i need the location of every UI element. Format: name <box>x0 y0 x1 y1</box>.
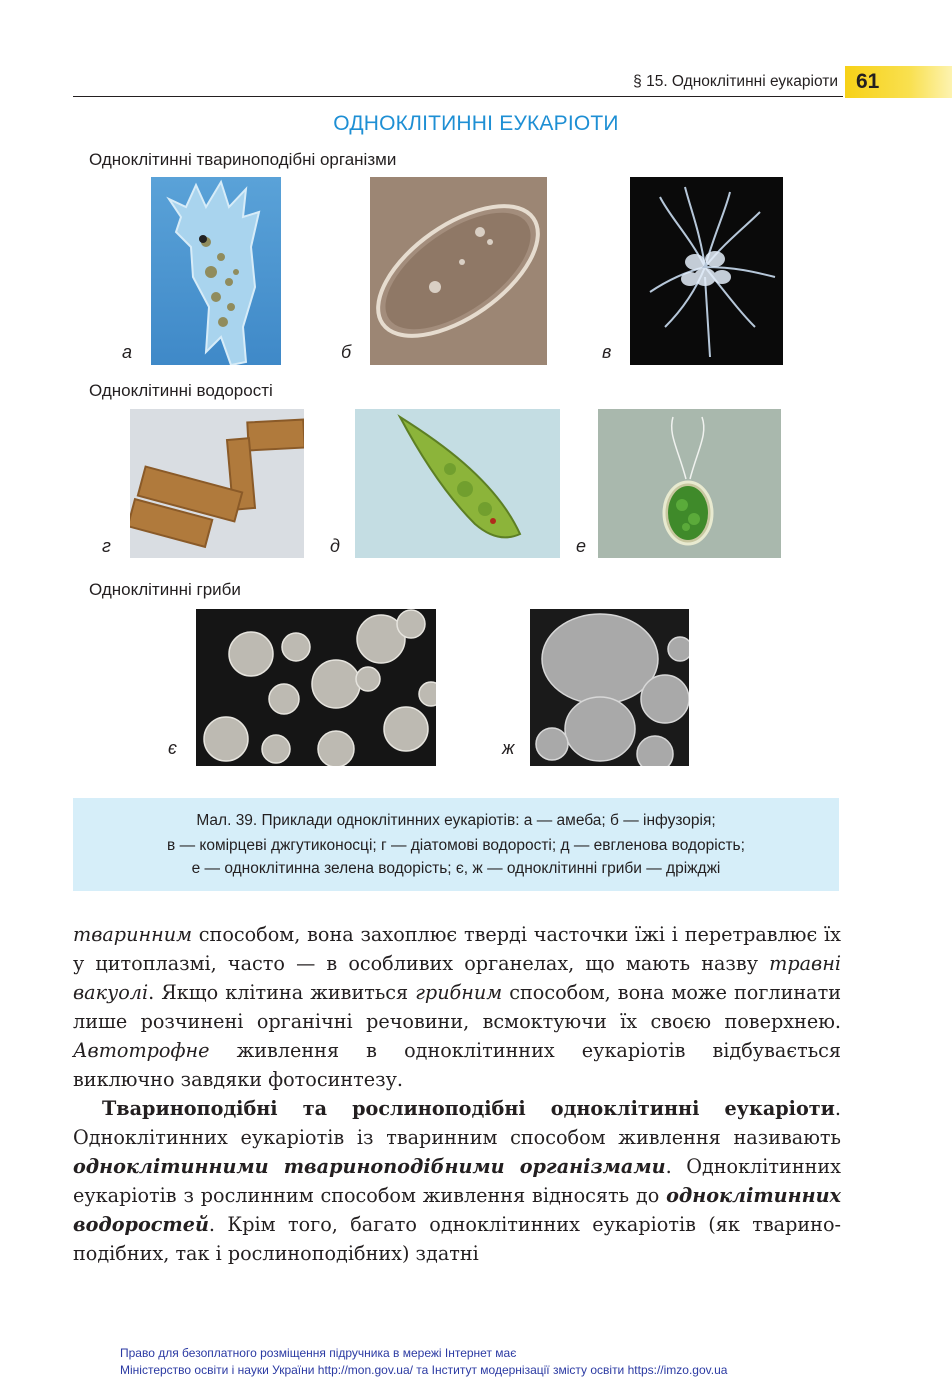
label-v: в <box>602 342 612 362</box>
section-heading-fungi: Одноклітинні гриби <box>89 580 241 599</box>
body-text <box>73 920 841 1268</box>
yeast-photo-1 <box>196 609 436 766</box>
text-run: живлення в одноклітинних еукаріотів відбувається виключно завдяки фотосинтезу. <box>73 1039 841 1091</box>
diatoms-photo <box>130 409 304 558</box>
label-b: б <box>341 342 352 362</box>
term-animal-nutrition: тваринним <box>73 923 192 946</box>
term-animal-like-organisms: одноклітинними твариноподібними організмами <box>73 1155 666 1178</box>
term-food-vacuoles: травні вакуолі <box>73 952 841 1004</box>
label-d: д <box>330 536 340 556</box>
text-run: способом, вона захоплює тверді часточки їжі і перетравлює їх у цитоплазмі, часто — в особливих органелах, що мають назву <box>73 923 841 975</box>
text-run: . Одноклітинних еукаріотів із тваринним способом живлення називають <box>73 1097 841 1149</box>
term-fungal-nutrition: грибним <box>415 981 503 1004</box>
section-heading-algae: Одноклітинні водорості <box>89 381 273 400</box>
caption-line-3: е — одноклітинна зелена водорість; є, ж — одноклітинні гриби — дріжджі <box>191 860 721 877</box>
paragraph-2 <box>73 1094 841 1268</box>
label-a: а <box>122 342 133 362</box>
text-run: . Якщо клітина живиться <box>148 981 416 1004</box>
paragraph-heading: Твариноподібні та рослиноподібні одноклітинні еукаріоти <box>102 1097 835 1120</box>
page-number: 61 <box>856 70 880 93</box>
figure-caption <box>73 798 839 891</box>
running-header: § 15. Одноклітинні еукаріоти <box>633 73 838 90</box>
label-ye: є <box>168 738 177 758</box>
term-unicellular-algae: одноклітинних водоростей <box>73 1184 841 1236</box>
green-alga-photo <box>598 409 781 558</box>
label-g: г <box>102 536 111 556</box>
figure-title: ОДНОКЛІТИННІ ЕУКАРІОТИ <box>333 112 619 135</box>
amoeba-photo <box>151 177 281 365</box>
section-heading-animal: Одноклітинні твариноподібні організми <box>89 150 397 169</box>
term-autotrophic: Автотрофне <box>73 1039 210 1062</box>
header-rule <box>73 96 843 97</box>
euglena-photo <box>355 409 560 558</box>
paramecium-photo <box>370 177 547 365</box>
yeast-photo-2 <box>530 609 689 766</box>
caption-line-2: в — комірцеві джгутиконосці; г — діатомові водорості; д — евгленова водорість; <box>167 837 745 854</box>
text-run: . Одноклітинних еукаріотів з рослинним способом живлення відносять до <box>73 1155 842 1207</box>
paragraph-1 <box>73 920 841 1094</box>
label-e: е <box>576 536 587 556</box>
caption-line-1: Мал. 39. Приклади одноклітинних еукаріотів: а — амеба; б — інфузорія; <box>196 812 716 829</box>
footer-line-1: Право для безоплатного розміщення підручника в мережі Інтернет має <box>120 1346 517 1360</box>
text-run: способом, вона може поглинати лише розчинені органічні речовини, всмоктуючи їх своєю поверхнею. <box>73 981 841 1033</box>
text-run: . Крім того, багато одноклітинних еукаріотів (як твариноподібних, так і рослиноподібних) здатні <box>73 1213 841 1265</box>
choanoflagellates-photo <box>630 177 783 365</box>
footer-line-2: Міністерство освіти і науки України http://mon.gov.ua/ та Інститут модернізації змісту освіти https://imzo.gov.ua <box>120 1363 728 1377</box>
label-zh: ж <box>502 738 515 758</box>
